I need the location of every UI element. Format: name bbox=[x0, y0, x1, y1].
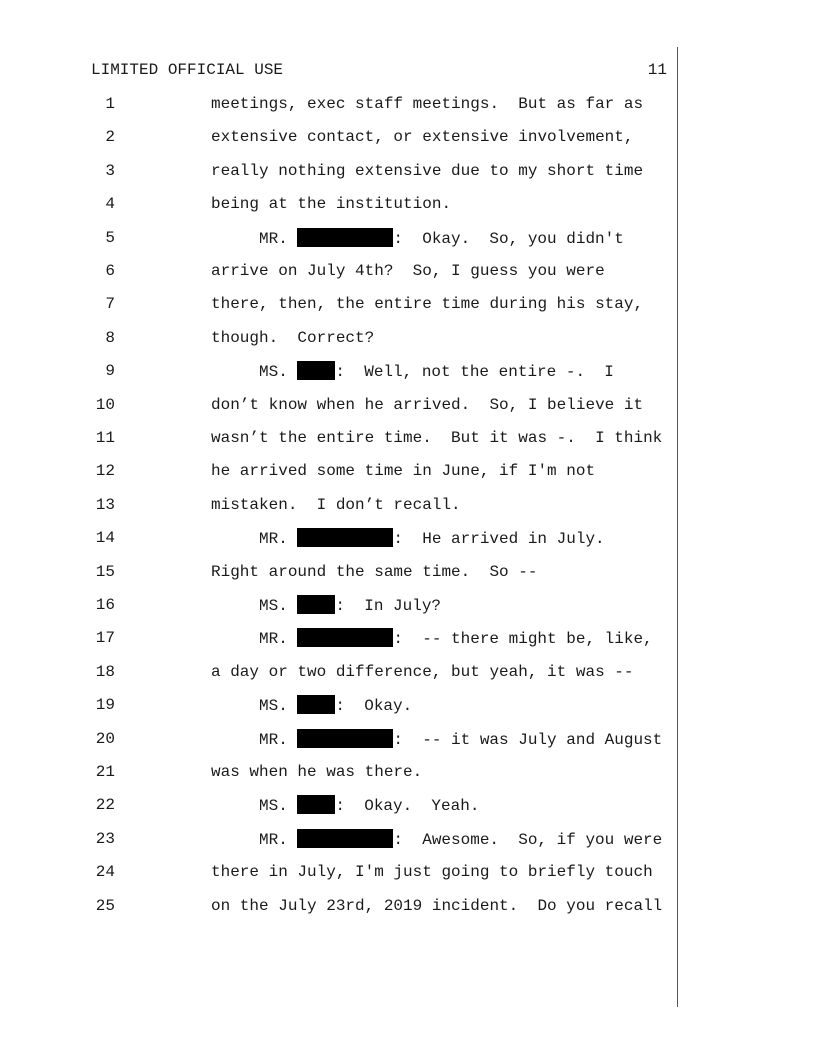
line-number: 3 bbox=[105, 161, 115, 180]
transcript-line bbox=[0, 228, 816, 248]
line-number: 9 bbox=[105, 362, 115, 381]
redaction-block bbox=[297, 528, 393, 547]
transcript-line bbox=[0, 194, 816, 214]
transcript-line bbox=[0, 862, 816, 882]
transcript-line bbox=[0, 762, 816, 782]
transcript-line bbox=[0, 562, 816, 582]
line-text bbox=[259, 361, 614, 382]
line-text bbox=[259, 595, 441, 616]
line-text bbox=[259, 795, 479, 816]
line-number: 1 bbox=[105, 95, 115, 113]
line-number: 2 bbox=[105, 128, 115, 147]
line-text bbox=[211, 395, 643, 415]
line-text bbox=[211, 428, 662, 448]
transcript-line bbox=[0, 695, 816, 715]
line-number: 13 bbox=[95, 495, 115, 514]
line-text bbox=[211, 294, 643, 314]
text-segment: MR. bbox=[259, 530, 298, 549]
transcript-line bbox=[0, 896, 816, 916]
text-segment: really nothing extensive due to my short time bbox=[211, 161, 644, 180]
transcript-line bbox=[0, 395, 816, 415]
classification-header: LIMITED OFFICIAL USE bbox=[91, 61, 284, 79]
text-segment: MR. bbox=[259, 830, 298, 849]
transcript-line bbox=[0, 127, 816, 147]
line-number: 7 bbox=[105, 295, 115, 314]
text-segment: : He arrived in July. bbox=[393, 530, 605, 549]
line-number: 15 bbox=[95, 562, 115, 581]
transcript-line bbox=[0, 94, 816, 114]
transcript-line bbox=[0, 528, 816, 548]
text-segment: : Okay. So, you didn't bbox=[393, 229, 624, 248]
text-segment: MS. bbox=[259, 597, 298, 615]
text-segment: : Well, not the entire -. I bbox=[335, 363, 614, 382]
text-segment: a day or two difference, but yeah, it was -- bbox=[211, 662, 634, 681]
line-text bbox=[259, 829, 662, 850]
text-segment: though. Correct? bbox=[211, 328, 375, 347]
line-text bbox=[211, 194, 451, 214]
line-text bbox=[259, 729, 662, 750]
transcript-line bbox=[0, 595, 816, 615]
line-number: 16 bbox=[95, 596, 115, 614]
line-text bbox=[211, 762, 422, 782]
redaction-block bbox=[297, 695, 335, 714]
line-number: 11 bbox=[95, 429, 115, 447]
text-segment: : Awesome. So, if you were bbox=[393, 830, 663, 849]
text-segment: MS. bbox=[259, 697, 298, 716]
transcript-line bbox=[0, 161, 816, 181]
text-segment: MS. bbox=[259, 363, 298, 382]
text-segment: there, then, the entire time during his stay, bbox=[211, 295, 644, 314]
text-segment: : -- it was July and August bbox=[393, 730, 663, 749]
text-segment: extensive contact, or extensive involvement, bbox=[211, 128, 634, 147]
text-segment: : Okay. Yeah. bbox=[335, 797, 480, 816]
transcript-line bbox=[0, 729, 816, 749]
line-number: 20 bbox=[95, 729, 115, 748]
line-text bbox=[211, 495, 461, 515]
text-segment: Right around the same time. So -- bbox=[211, 562, 538, 581]
line-text bbox=[211, 94, 643, 114]
text-segment: being at the institution. bbox=[211, 195, 452, 214]
line-number: 12 bbox=[95, 462, 115, 481]
line-text bbox=[211, 662, 633, 682]
text-segment: MS. bbox=[259, 797, 298, 816]
line-text bbox=[259, 628, 653, 649]
transcript-line bbox=[0, 628, 816, 648]
transcript-line bbox=[0, 261, 816, 281]
transcript-line bbox=[0, 328, 816, 348]
line-number: 4 bbox=[105, 195, 115, 214]
text-segment: don’t know when he arrived. So, I believe it bbox=[211, 395, 644, 414]
redaction-block bbox=[297, 228, 393, 247]
line-text bbox=[211, 862, 653, 882]
text-segment: : -- there might be, like, bbox=[393, 630, 653, 649]
line-number: 6 bbox=[105, 262, 115, 280]
text-segment: he arrived some time in June, if I'm not bbox=[211, 462, 596, 481]
transcript-line bbox=[0, 495, 816, 515]
redaction-block bbox=[297, 595, 335, 614]
transcript-line bbox=[0, 361, 816, 381]
text-segment: on the July 23rd, 2019 incident. Do you recall bbox=[211, 896, 663, 915]
text-segment: meetings, exec staff meetings. But as far as bbox=[211, 95, 644, 113]
text-segment: wasn’t the entire time. But it was -. I think bbox=[211, 429, 663, 447]
line-text bbox=[211, 127, 633, 147]
line-number: 8 bbox=[105, 328, 115, 347]
line-text bbox=[211, 562, 537, 582]
line-text bbox=[211, 161, 643, 181]
text-segment: MR. bbox=[259, 229, 298, 248]
transcript-line bbox=[0, 829, 816, 849]
transcript-line bbox=[0, 428, 816, 448]
redaction-block bbox=[297, 829, 393, 848]
line-text bbox=[211, 261, 605, 281]
line-text bbox=[211, 328, 374, 348]
line-text bbox=[259, 228, 624, 249]
transcript-line bbox=[0, 294, 816, 314]
redaction-block bbox=[297, 628, 393, 647]
line-number: 17 bbox=[95, 629, 115, 648]
line-number: 22 bbox=[95, 796, 115, 815]
text-segment: there in July, I'm just going to briefly touch bbox=[211, 863, 653, 882]
text-segment: was when he was there. bbox=[211, 763, 423, 781]
page-number: 11 bbox=[647, 61, 667, 79]
line-text bbox=[259, 528, 605, 549]
line-number: 25 bbox=[95, 896, 115, 915]
line-number: 14 bbox=[95, 529, 115, 548]
redaction-block bbox=[297, 361, 335, 380]
line-number: 19 bbox=[95, 696, 115, 715]
line-number: 24 bbox=[95, 863, 115, 882]
text-segment: mistaken. I don’t recall. bbox=[211, 495, 461, 514]
line-number: 18 bbox=[95, 662, 115, 681]
transcript-line bbox=[0, 461, 816, 481]
text-segment: : In July? bbox=[335, 597, 442, 615]
text-segment: MR. bbox=[259, 630, 298, 649]
line-text bbox=[211, 896, 662, 916]
line-text bbox=[211, 461, 595, 481]
text-segment: MR. bbox=[259, 730, 298, 749]
line-number: 21 bbox=[95, 763, 115, 781]
line-number: 23 bbox=[95, 829, 115, 848]
redaction-block bbox=[297, 729, 393, 748]
text-segment: : Okay. bbox=[335, 697, 413, 716]
transcript-line bbox=[0, 662, 816, 682]
line-number: 5 bbox=[105, 228, 115, 247]
text-segment: arrive on July 4th? So, I guess you were bbox=[211, 262, 605, 280]
redaction-block bbox=[297, 795, 335, 814]
transcript-line bbox=[0, 795, 816, 815]
line-text bbox=[259, 695, 412, 716]
line-number: 10 bbox=[95, 395, 115, 414]
